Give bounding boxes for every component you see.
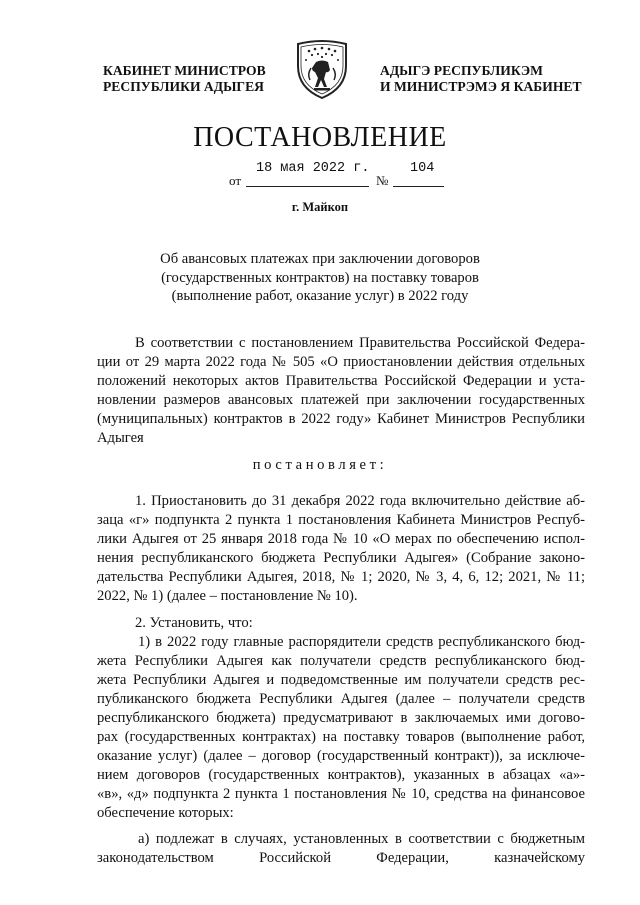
item-2-1-line: жета Республики Адыгея как получатели средств республиканского бюд- bbox=[97, 653, 585, 669]
item-2-1-line: республиканского бюджета) предусматривают в заключаемых ими догово- bbox=[97, 710, 585, 726]
header-right-line-2: И МИНИСТРЭМЭ Я КАБИНЕТ bbox=[380, 79, 582, 94]
number-underline bbox=[393, 186, 444, 187]
item-2-1-a-line: а) подлежат в случаях, установленных в соответствии с бюджетным bbox=[138, 831, 585, 847]
item-2-heading: 2. Установить, что: bbox=[135, 615, 253, 631]
preamble-line: (муниципальных) контрактов в 2022 году» Кабинет Министров Республики bbox=[97, 411, 585, 427]
subject-line: (выполнение работ, оказание услуг) в 2022 году bbox=[171, 288, 469, 304]
document-number: 104 bbox=[410, 161, 435, 176]
item-2-1-line: нием договоров (государственных контрактов), указанных в абзацах «а»- bbox=[97, 767, 585, 783]
item-2-1-line: публиканского бюджета Республики Адыгея (далее – получатели средств bbox=[97, 691, 585, 707]
date-number-row bbox=[0, 160, 640, 190]
header-left-line-2: РЕСПУБЛИКИ АДЫГЕЯ bbox=[103, 79, 264, 94]
header-right-line-1: АДЫГЭ РЕСПУБЛИКЭМ bbox=[380, 63, 543, 78]
item-2-1-line: «в», «д» подпункта 2 пункта 1 постановления № 10, средства на финансовое bbox=[97, 786, 585, 802]
preamble-line: ции от 29 марта 2022 года № 505 «О приостановлении действия отдельных bbox=[97, 354, 585, 370]
document-title: ПОСТАНОВЛЕНИЕ bbox=[193, 122, 447, 153]
item-1-line: 1. Приостановить до 31 декабря 2022 года включительно действие аб- bbox=[135, 493, 585, 509]
coat-of-arms-icon bbox=[290, 38, 354, 100]
subject-line: Об авансовых платежах при заключении договоров bbox=[160, 251, 480, 267]
document-date: 18 мая 2022 г. bbox=[256, 161, 370, 176]
preamble-line: В соответствии с постановлением Правительства Российской Федера- bbox=[135, 335, 585, 351]
item-2-1-a-line: законодательством Российской Федерации, казначейскому bbox=[97, 850, 585, 866]
item-2-1-line: 1) в 2022 году главные распорядители средств республиканского бюд- bbox=[138, 634, 585, 650]
preamble-line: Адыгея bbox=[97, 430, 144, 446]
header-left-line-1: КАБИНЕТ МИНИСТРОВ bbox=[103, 63, 266, 78]
date-underline bbox=[246, 186, 369, 187]
date-prefix: от bbox=[229, 173, 242, 188]
item-1-line: дательства Республики Адыгея, 2018, № 1; 2020, № 3, 4, 6, 12; 2021, № 11; bbox=[97, 569, 585, 585]
city-name: г. Майкоп bbox=[291, 200, 349, 214]
item-2-1-line: жета Республики Адыгея и подведомственные им получатели средств рес- bbox=[97, 672, 585, 688]
header-right-org bbox=[380, 63, 582, 95]
item-1-line: лики Адыгея от 25 января 2018 года № 10 «О мерах по обеспечению испол- bbox=[97, 531, 585, 547]
number-label: № bbox=[376, 173, 389, 188]
header-left-org bbox=[103, 63, 266, 95]
item-2-1-line: рах (государственных контрактах) на поставку товаров (выполнение работ, bbox=[97, 729, 585, 745]
item-2-1-line: оказание услуг) (далее – договор (государственный контракт)), за исключе- bbox=[97, 748, 585, 764]
item-2-1-line: обеспечение которых: bbox=[97, 805, 234, 821]
preamble-line: новлении размеров авансовых платежей при заключении государственных bbox=[97, 392, 585, 408]
document-subject bbox=[130, 250, 510, 306]
item-1-line: заца «г» подпункта 2 пункта 1 постановления Кабинета Министров Респуб- bbox=[97, 512, 585, 528]
preamble-line: положений некоторых актов Правительства Российской Федерации и уста- bbox=[97, 373, 585, 389]
item-1-line: 2022, № 1) (далее – постановление № 10). bbox=[97, 588, 358, 604]
subject-line: (государственных контрактов) на поставку товаров bbox=[161, 269, 479, 286]
resolves-heading: постановляет: bbox=[252, 457, 388, 473]
item-1-line: нения республиканского бюджета Республики Адыгея» (Собрание законо- bbox=[97, 550, 585, 566]
